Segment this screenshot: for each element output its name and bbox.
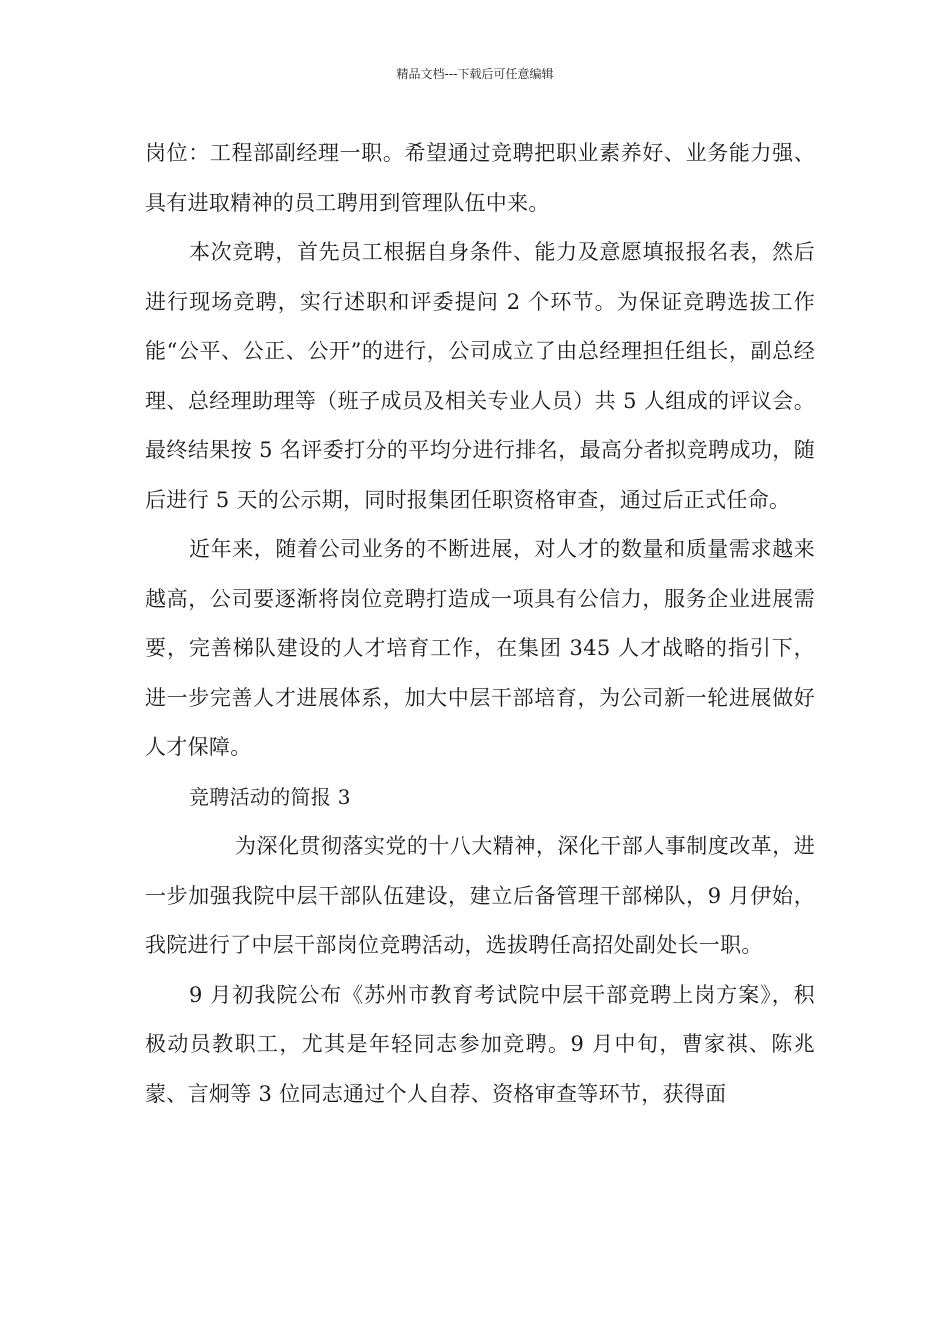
paragraph-2: 本次竞聘，首先员工根据自身条件、能力及意愿填报报名表，然后进行现场竞聘，实行述职和评委提问 2 个环节。为保证竞聘选拔工作能“公平、公正、公开”的进行，公司成立了由总经理担任组长，副总经理、总经理助理等（班子成员及相关专业人员）共 5 人组成的评议会。最终结果按 5 名评委打分的平均分进行排名，最高分者拟竞聘成功，随后进行 5 天的公示期，同时报集团任职资格审查，通过后正式任命。	[145, 240, 815, 512]
paragraph-3: 近年来，随着公司业务的不断进展，对人才的数量和质量需求越来越高，公司要逐渐将岗位竞聘打造成一项具有公信力，服务企业进展需要，完善梯队建设的人才培育工作，在集团 345 人才战略的指引下，进一步完善人才进展体系，加大中层干部培育，为公司新一轮进展做好人才保障。	[145, 537, 815, 759]
paragraph-1: 岗位：工程部副经理一职。希望通过竞聘把职业素养好、业务能力强、具有进取精神的员工聘用到管理队伍中来。	[145, 141, 815, 215]
paragraph-5: 9 月初我院公布《苏州市教育考试院中层干部竞聘上岗方案》，积极动员教职工，尤其是年轻同志参加竞聘。9 月中旬，曹家祺、陈兆蒙、言炯等 3 位同志通过个人自荐、资格审查等环节，获得面	[145, 982, 815, 1106]
document-body	[145, 129, 815, 1119]
page-header: 精品文档---下载后可任意编辑	[396, 67, 554, 81]
paragraph-4: 为深化贯彻落实党的十八大精神，深化干部人事制度改革，进一步加强我院中层干部队伍建设，建立后备管理干部梯队，9 月伊始，我院进行了中层干部岗位竞聘活动，选拔聘任高招处副处长一职。	[145, 834, 815, 957]
section-heading: 竞聘活动的简报 3	[189, 784, 351, 809]
